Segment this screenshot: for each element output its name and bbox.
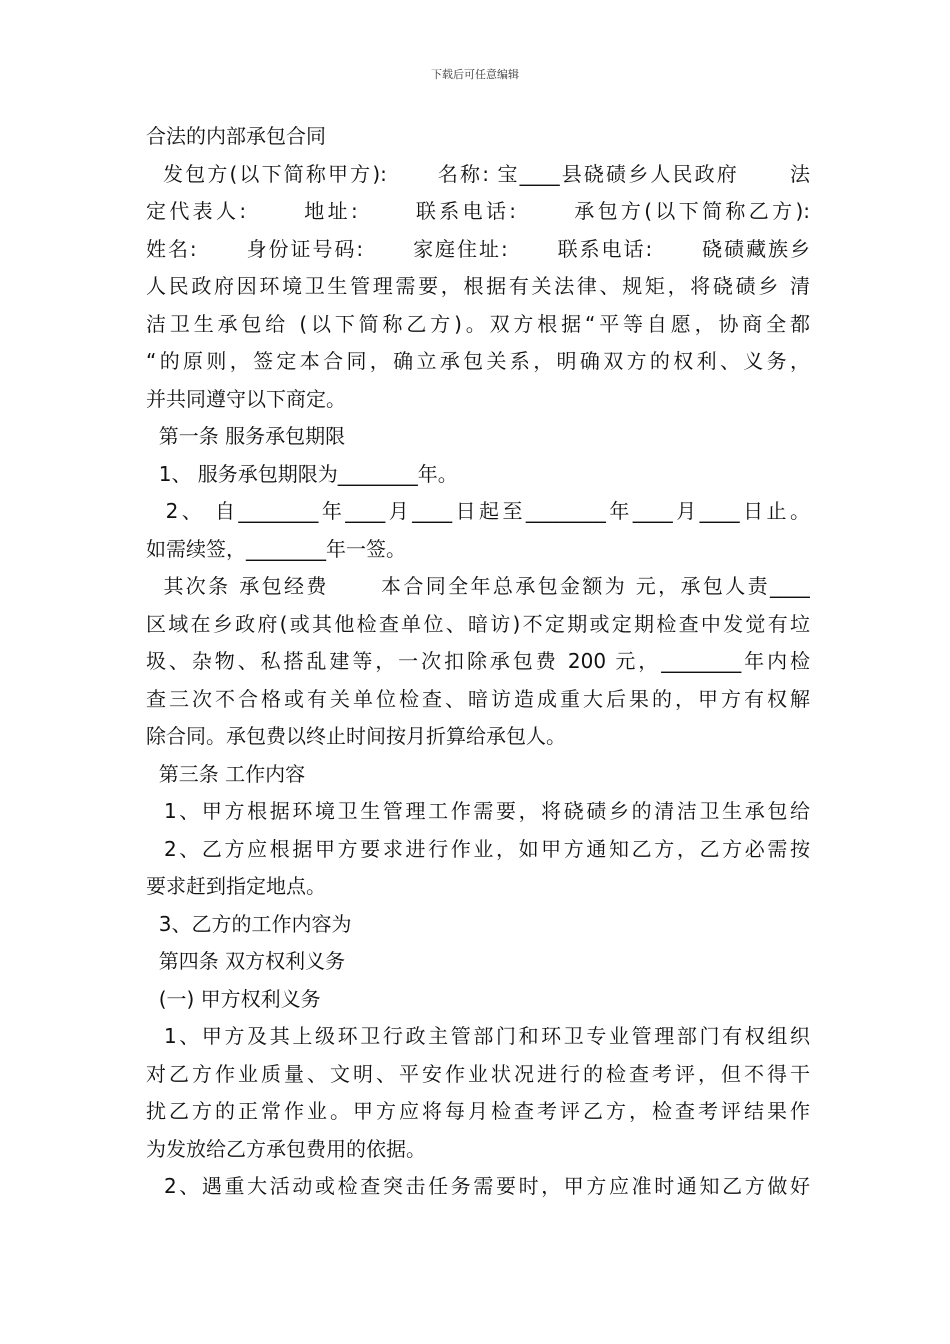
text-line: 定代表人: 地址: 联系电话: 承包方(以下简称乙方): xyxy=(146,199,810,223)
text-line: 姓名: 身份证号码: 家庭住址: 联系电话: 硗碛藏族乡 xyxy=(146,236,810,261)
text-line: 洁卫生承包给 (以下简称乙方)。双方根据“平等自愿，协商全都 xyxy=(146,311,810,336)
text-line: 并共同遵守以下商定。 xyxy=(146,386,346,411)
text-line: 1、甲方及其上级环卫行政主管部门和环卫专业管理部门有权组织 xyxy=(146,1024,810,1048)
text-line: 圾、杂物、私搭乱建等，一次扣除承包费 200 元，________年内检 xyxy=(146,649,810,673)
section-heading: 第一条 服务承包期限 xyxy=(146,424,346,448)
text-line: 如需续签，________年一签。 xyxy=(146,536,406,561)
text-line: 3、乙方的工作内容为 xyxy=(146,911,352,936)
section-heading: 第四条 双方权利义务 xyxy=(146,949,346,973)
text-line: 2、乙方应根据甲方要求进行作业，如甲方通知乙方，乙方必需按 xyxy=(146,836,810,861)
text-line: 查三次不合格或有关单位检查、暗访造成重大后果的，甲方有权解 xyxy=(146,686,810,711)
text-line: 1、甲方根据环境卫生管理工作需要，将硗碛乡的清洁卫生承包给 xyxy=(146,799,810,823)
section-heading: 第三条 工作内容 xyxy=(146,761,306,786)
text-line: 要求赶到指定地点。 xyxy=(146,874,326,898)
text-line: 2、遇重大活动或检查突击任务需要时，甲方应准时通知乙方做好 xyxy=(146,1174,810,1198)
document-title: 合法的内部承包合同 xyxy=(146,124,326,148)
section-heading: 其次条 承包经费 本合同全年总承包金额为 元，承包人责____ xyxy=(146,574,810,598)
text-line: 对乙方作业质量、文明、平安作业状况进行的检查考评，但不得干 xyxy=(146,1061,810,1086)
text-line: 发包方(以下简称甲方): 名称: 宝____县硗碛乡人民政府 法 xyxy=(146,161,810,186)
text-line: 除合同。承包费以终止时间按月折算给承包人。 xyxy=(146,724,566,748)
text-line: “的原则，签定本合同，确立承包关系，明确双方的权利、义务， xyxy=(146,349,810,373)
page-header-note: 下载后可任意编辑 xyxy=(431,68,519,81)
text-line: 2、 自________年____月____日起至________年____月____日止。 xyxy=(146,499,810,523)
text-line: 区域在乡政府(或其他检查单位、暗访)不定期或定期检查中发觉有垃 xyxy=(146,611,810,636)
text-line: 人民政府因环境卫生管理需要，根据有关法律、规矩，将硗碛乡 清 xyxy=(146,274,810,298)
text-line: 扰乙方的正常作业。甲方应将每月检查考评乙方，检查考评结果作 xyxy=(146,1099,810,1123)
contract-body xyxy=(146,118,810,1206)
text-line: 1、 服务承包期限为________年。 xyxy=(146,461,458,486)
text-line: 为发放给乙方承包费用的依据。 xyxy=(146,1136,426,1161)
subsection-heading: (一) 甲方权利义务 xyxy=(146,986,321,1011)
